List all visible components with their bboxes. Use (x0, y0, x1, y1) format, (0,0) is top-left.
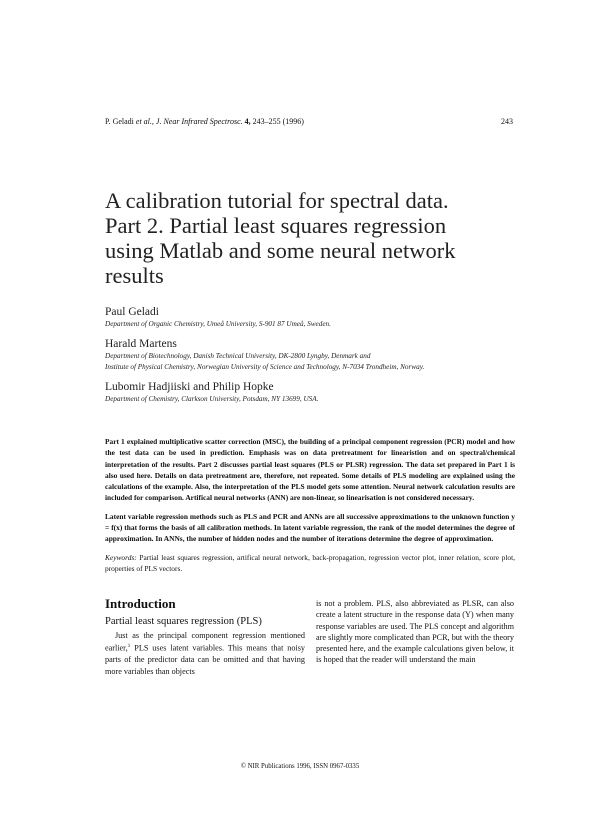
abstract-paragraph-1: Part 1 explained multiplicative scatter correction (MSC), the building of a principal component regression (PCR) model and how the test data can be used in prediction. Emphasis was on data pretreatment for linearistion and on spectral/chemical interpretation of the results. Part 2 discusses partial least squares (PLS or PLSR) regression. The data set prepared in Part 1 is also used here. Details on data pretreatment are, therefore, not repeated. Some details of PLS modeling are explained using the calculations of the example. Also, the interpretation of the PLS model gets some attention. Neural network calculation results are included for comparison. Artifical neural networks (ANN) are non-linear, so linearisation is not considered necessary. (105, 437, 515, 503)
author-name: Paul Geladi (105, 306, 159, 318)
affiliation-line: Department of Organic Chemistry, Umeå University, S-901 87 Umeå, Sweden. (105, 320, 331, 328)
body-text-part: Just as the principal component regression mentioned earlier, (105, 631, 305, 654)
subsection-heading: Partial least squares regression (PLS) (105, 616, 262, 627)
title-line-2: Part 2. Partial least squares regression (105, 213, 447, 238)
body-text-part: PLS uses latent variables. This means that noisy parts of the predictor data can be omitted and that having more variables than objects (105, 644, 305, 676)
running-head-citation (105, 117, 304, 126)
author-affiliation (105, 351, 515, 373)
author-name: Lubomir Hadjiiski and Philip Hopke (105, 381, 274, 393)
title-line-4: results (105, 263, 164, 288)
author-name: Harald Martens (105, 338, 177, 350)
right-column (316, 598, 514, 666)
paper-title (105, 188, 505, 288)
keywords-list: Partial least squares regression, artifical neural network, back-propagation, regression vector plot, inner relation, score plot, properties of PLS vectors. (105, 552, 515, 573)
running-head (105, 117, 513, 126)
section-heading: Introduction (105, 596, 176, 611)
running-head-pages: 243–255 (1996) (252, 117, 304, 126)
author-affiliation (105, 394, 515, 405)
body-paragraph (105, 630, 305, 677)
left-column (105, 596, 305, 677)
affiliation-line: Department of Biotechnology, Danish Technical University, DK-2800 Lyngby, Denmark and (105, 352, 371, 360)
reference-marker[interactable]: 1 (127, 643, 131, 650)
body-paragraph: is not a problem. PLS, also abbreviated as PLSR, can also create a latent structure in the response data (Y) when many response variables are used. The PLS concept and algorithm are slightly more complicated than PCR, but with the theory presented here, and the example calculations given below, it is hoped that the reader will understand the main (316, 599, 514, 665)
running-head-authors: P. Geladi (105, 117, 134, 126)
title-line-3: using Matlab and some neural network (105, 238, 456, 263)
running-head-etal: et al., (135, 117, 154, 126)
page-number: 243 (501, 117, 513, 126)
copyright-footer: © NIR Publications 1996, ISSN 0967-0335 (240, 763, 360, 770)
title-line-1: A calibration tutorial for spectral data. (105, 188, 449, 213)
running-head-journal: J. Near Infrared Spectrosc. (155, 117, 243, 126)
abstract (105, 436, 515, 581)
keywords-label: Keywords: (105, 552, 137, 562)
running-head-volume: 4, (244, 117, 251, 126)
author-affiliation (105, 319, 515, 330)
abstract-paragraph-2: Latent variable regression methods such as PLS and PCR and ANNs are all successive approximations to the unknown function y = f(x) that forms the basis of all calibration methods. In latent variable regression, the rank of the model determines the degree of approximation. In ANNs, the number of hidden nodes and the number of iterations determine the degree of approximation. (105, 511, 515, 544)
author-block (105, 305, 515, 412)
affiliation-line: Department of Chemistry, Clarkson University, Potsdam, NY 13699, USA. (105, 395, 319, 403)
affiliation-line: Institute of Physical Chemistry, Norwegian University of Science and Technology, N-7034 Trondheim, Norway. (105, 363, 425, 371)
keywords (105, 552, 515, 575)
